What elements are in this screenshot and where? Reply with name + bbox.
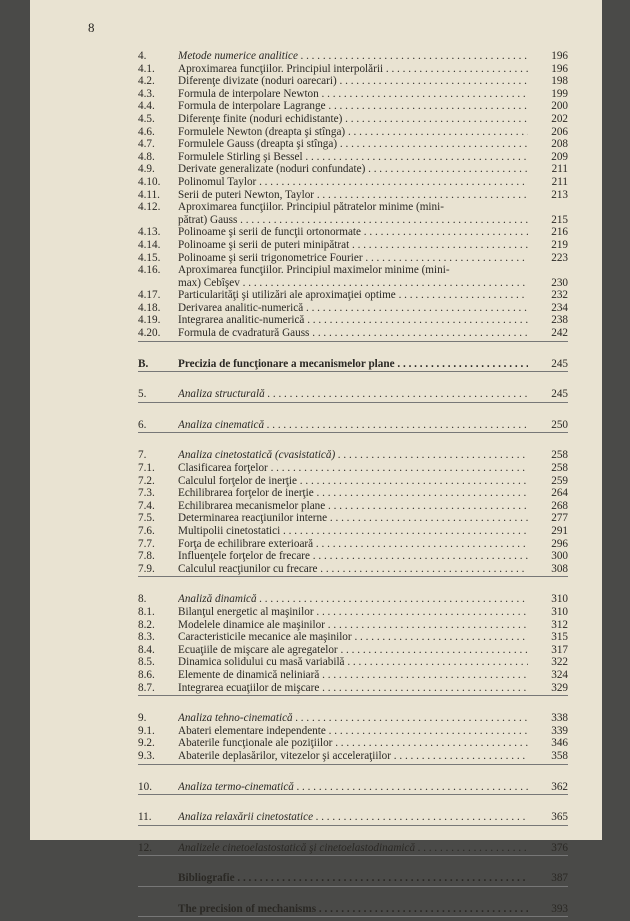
entry-number: 10. [138, 780, 152, 793]
entry-title: max) Cebîşev . . . [178, 277, 528, 290]
toc-entry [138, 264, 568, 277]
toc-entry [138, 176, 568, 189]
entry-title: Echilibrarea mecanismelor plane . . . [178, 500, 528, 513]
entry-title: Dinamica solidului cu masă variabilă . . . [178, 656, 528, 669]
entry-number: 4.7. [138, 138, 155, 151]
entry-page: 211 [551, 163, 568, 176]
entry-page: 232 [551, 289, 568, 302]
entry-page: 238 [551, 314, 568, 327]
section-rule [138, 886, 568, 887]
entry-number: 9.1. [138, 724, 155, 737]
toc-entry [138, 750, 568, 763]
entry-title: Metode numerice analitice . . . [178, 50, 528, 63]
entry-title: Formulele Gauss (dreapta şi stînga) . . . [178, 138, 528, 151]
entry-number: 4.12. [138, 201, 161, 214]
entry-title: Calculul reacţiunilor cu frecare . . . [178, 563, 528, 576]
entry-title: Calculul forţelor de inerţie . . . [178, 475, 528, 488]
entry-number: 8.5. [138, 656, 155, 669]
entry-number: 9. [138, 712, 147, 725]
entry-number: 8.2. [138, 618, 155, 631]
entry-page: 312 [551, 618, 568, 631]
toc-entry [138, 75, 568, 88]
section-rule [138, 916, 568, 917]
entry-title: Bilanţul energetic al maşinilor . . . [178, 606, 528, 619]
section-rule [138, 855, 568, 856]
toc-entry [138, 289, 568, 302]
toc-entry [138, 214, 568, 227]
entry-page: 230 [551, 276, 568, 289]
entry-number: 7.9. [138, 562, 155, 575]
entry-page: 393 [551, 902, 568, 915]
toc-entry [138, 525, 568, 538]
entry-page: 242 [551, 327, 568, 340]
entry-number: 4.3. [138, 87, 155, 100]
entry-page: 308 [551, 562, 568, 575]
entry-page: 315 [551, 631, 568, 644]
section-rule [138, 371, 568, 372]
entry-title: Derivate generalizate (noduri confundate) . . . [178, 163, 528, 176]
entry-title: Analiza cinematică . . . [178, 419, 528, 432]
entry-title: Forţa de echilibrare exterioară . . . [178, 538, 528, 551]
entry-title: Particularităţi şi utilizări ale aproximaţiei optime . . . [178, 289, 528, 302]
section-gap [138, 346, 568, 358]
entry-page: 365 [551, 811, 568, 824]
table-of-contents [138, 50, 568, 921]
entry-page: 387 [551, 872, 568, 885]
entry-page: 245 [551, 388, 568, 401]
section-rule [138, 764, 568, 765]
section-gap [138, 769, 568, 781]
entry-page: 324 [551, 668, 568, 681]
entry-number: 7.7. [138, 537, 155, 550]
entry-page: 339 [551, 724, 568, 737]
toc-entry [138, 163, 568, 176]
entry-title: Aproximarea funcţiilor. Principiul pătratelor minime (mini- [178, 201, 444, 214]
toc-entry [138, 100, 568, 113]
entry-title: Analiză dinamică . . . [178, 593, 528, 606]
entry-page: 216 [551, 226, 568, 239]
entry-number: 4.13. [138, 226, 161, 239]
entry-number: 6. [138, 418, 147, 431]
entry-title: Formulele Newton (dreapta şi stînga) . . . [178, 126, 528, 139]
toc-entry [138, 189, 568, 202]
toc-entry [138, 358, 568, 371]
entry-page: 200 [551, 100, 568, 113]
entry-title: Integrarea ecuaţiilor de mişcare . . . [178, 682, 528, 695]
toc-entry [138, 63, 568, 76]
entry-title: Analiza structurală . . . [178, 388, 528, 401]
entry-number: 5. [138, 388, 147, 401]
entry-number: 11. [138, 811, 152, 824]
toc-entry [138, 475, 568, 488]
toc-entry [138, 487, 568, 500]
toc-entry [138, 302, 568, 315]
toc-entry [138, 631, 568, 644]
entry-number: 8. [138, 593, 147, 606]
entry-number: 7.8. [138, 550, 155, 563]
toc-entry [138, 903, 568, 916]
toc-entry [138, 872, 568, 885]
entry-page: 215 [551, 213, 568, 226]
entry-number: 4.6. [138, 125, 155, 138]
entry-number: B. [138, 357, 149, 370]
entry-page: 322 [551, 656, 568, 669]
entry-page: 329 [551, 681, 568, 694]
entry-number: 4.20. [138, 327, 161, 340]
toc-entry [138, 314, 568, 327]
entry-number: 4.5. [138, 112, 155, 125]
entry-number: 4.16. [138, 264, 161, 277]
section-gap [138, 799, 568, 811]
entry-title: Analiza termo-cinematică . . . [178, 781, 528, 794]
entry-number: 4.9. [138, 163, 155, 176]
entry-number: 4. [138, 50, 147, 62]
section-gap [138, 407, 568, 419]
toc-entry [138, 619, 568, 632]
section-gap [138, 581, 568, 593]
entry-number: 9.3. [138, 749, 155, 762]
entry-number: 12. [138, 841, 152, 854]
entry-number: 8.3. [138, 631, 155, 644]
toc-entry [138, 239, 568, 252]
entry-title: Caracteristicile mecanice ale maşinilor . . . [178, 631, 528, 644]
section-gap [138, 860, 568, 872]
toc-entry [138, 151, 568, 164]
toc-entry [138, 126, 568, 139]
toc-entry [138, 550, 568, 563]
entry-title: Abateri elementare independente . . . [178, 725, 528, 738]
entry-page: 358 [551, 749, 568, 762]
toc-entry [138, 512, 568, 525]
entry-title: Abaterile funcţionale ale poziţiilor . . . [178, 737, 528, 750]
entry-page: 213 [551, 188, 568, 201]
entry-title: Polinoame şi serii de puteri minipătrat . . . [178, 239, 528, 252]
entry-title: Polinomul Taylor . . . [178, 176, 528, 189]
entry-page: 202 [551, 112, 568, 125]
entry-number: 8.6. [138, 668, 155, 681]
entry-title: Formula de interpolare Lagrange . . . [178, 100, 528, 113]
entry-page: 219 [551, 238, 568, 251]
entry-title: Diferenţe finite (noduri echidistante) . . . [178, 113, 528, 126]
entry-title: Integrarea analitic-numerică . . . [178, 314, 528, 327]
toc-entry [138, 656, 568, 669]
entry-title: Echilibrarea forţelor de inerţie . . . [178, 487, 528, 500]
entry-title: Influenţele forţelor de frecare . . . [178, 550, 528, 563]
toc-entry [138, 462, 568, 475]
section-rule [138, 794, 568, 795]
entry-number: 4.4. [138, 100, 155, 113]
toc-entry [138, 388, 568, 401]
toc-entry [138, 606, 568, 619]
entry-number: 4.8. [138, 150, 155, 163]
entry-number: 8.1. [138, 605, 155, 618]
entry-page: 208 [551, 138, 568, 151]
book-page [30, 0, 602, 915]
entry-page: 258 [551, 449, 568, 462]
section-rule [138, 825, 568, 826]
section-rule [138, 341, 568, 342]
entry-title: pătrat) Gauss . . . [178, 214, 528, 227]
section-gap [138, 891, 568, 903]
entry-page: 296 [551, 537, 568, 550]
entry-number: 7.6. [138, 525, 155, 537]
toc-entry [138, 201, 568, 214]
entry-title: Formula de cvadratură Gauss . . . [178, 327, 528, 340]
section-rule [138, 432, 568, 433]
entry-page: 196 [551, 62, 568, 75]
entry-page: 196 [551, 50, 568, 62]
entry-page: 310 [551, 605, 568, 618]
toc-entry [138, 252, 568, 265]
entry-title: Analiza relaxării cinetostatice . . . [178, 811, 528, 824]
entry-number: 4.15. [138, 251, 161, 264]
toc-entry [138, 88, 568, 101]
entry-page: 264 [551, 487, 568, 500]
toc-entry [138, 277, 568, 290]
entry-page: 209 [551, 150, 568, 163]
entry-page: 259 [551, 474, 568, 487]
entry-number: 8.4. [138, 643, 155, 656]
entry-page: 198 [551, 75, 568, 88]
entry-page: 300 [551, 550, 568, 563]
section-rule [138, 402, 568, 403]
entry-number: 4.14. [138, 238, 161, 251]
entry-title: Analiza tehno-cinematică . . . [178, 712, 528, 725]
toc-entry [138, 669, 568, 682]
entry-number: 9.2. [138, 737, 155, 750]
entry-title: Aproximarea funcţiilor. Principiul interpolării . . . [178, 63, 528, 76]
entry-title: Ecuaţiile de mişcare ale agregatelor . . . [178, 644, 528, 657]
entry-title: Polinoame şi serii de funcţii ortonormate . . . [178, 226, 528, 239]
section-gap [138, 376, 568, 388]
section-gap [138, 437, 568, 449]
entry-page: 245 [551, 357, 568, 370]
toc-entry [138, 449, 568, 462]
entry-title: Analiza cinetostatică (cvasistatică) . . . [178, 449, 528, 462]
entry-page: 250 [551, 418, 568, 431]
entry-number: 4.11. [138, 188, 160, 201]
entry-page: 291 [551, 525, 568, 537]
entry-title: Bibliografie . . . [178, 872, 528, 885]
entry-number: 7.5. [138, 512, 155, 525]
entry-page: 338 [551, 712, 568, 725]
toc-entry [138, 781, 568, 794]
entry-title: Diferenţe divizate (noduri oarecari) . . . [178, 75, 528, 88]
toc-entry [138, 500, 568, 513]
toc-entry [138, 682, 568, 695]
entry-number: 4.18. [138, 301, 161, 314]
page-number: 8 [88, 20, 95, 35]
toc-entry [138, 811, 568, 824]
entry-title: Serii de puteri Newton, Taylor . . . [178, 189, 528, 202]
entry-number: 7. [138, 449, 147, 462]
entry-number: 4.19. [138, 314, 161, 327]
entry-page: 211 [551, 175, 568, 188]
entry-number: 4.17. [138, 289, 161, 302]
toc-entry [138, 138, 568, 151]
entry-title: Clasificarea forţelor . . . [178, 462, 528, 475]
entry-title: Derivarea analitic-numerică . . . [178, 302, 528, 315]
toc-entry [138, 593, 568, 606]
entry-title: Modelele dinamice ale maşinilor . . . [178, 619, 528, 632]
entry-title: Elemente de dinamică neliniară . . . [178, 669, 528, 682]
entry-page: 310 [551, 593, 568, 606]
toc-entry [138, 644, 568, 657]
entry-page: 199 [551, 87, 568, 100]
entry-title: Aproximarea funcţiilor. Principiul maximelor minime (mini- [178, 264, 450, 277]
entry-title: Determinarea reacţiunilor interne . . . [178, 512, 528, 525]
section-rule [138, 576, 568, 577]
toc-entry [138, 538, 568, 551]
entry-number: 4.10. [138, 175, 161, 188]
toc-entry [138, 226, 568, 239]
entry-number: 7.3. [138, 487, 155, 500]
toc-entry [138, 737, 568, 750]
entry-number: 4.1. [138, 62, 155, 75]
entry-page: 362 [551, 780, 568, 793]
entry-page: 317 [551, 643, 568, 656]
entry-number: 4.2. [138, 75, 155, 88]
entry-title: Multipolii cinetostatici . . . [178, 525, 528, 538]
entry-title: The precision of mechanisms . . . [178, 903, 528, 916]
section-rule [138, 695, 568, 696]
toc-entry [138, 712, 568, 725]
entry-page: 234 [551, 301, 568, 314]
entry-number: 8.7. [138, 681, 155, 694]
entry-number: 7.1. [138, 462, 155, 475]
entry-page: 346 [551, 737, 568, 750]
toc-entry [138, 419, 568, 432]
entry-number: 7.2. [138, 474, 155, 487]
entry-title: Precizia de funcţionare a mecanismelor plane . . . [178, 358, 528, 371]
section-gap [138, 700, 568, 712]
entry-title: Abaterile deplasărilor, vitezelor şi acceleraţiilor . . . [178, 750, 528, 763]
entry-title: Formula de interpolare Newton . . . [178, 88, 528, 101]
toc-entry [138, 842, 568, 855]
toc-entry [138, 50, 568, 63]
toc-entry [138, 563, 568, 576]
toc-entry [138, 327, 568, 340]
entry-page: 277 [551, 512, 568, 525]
entry-page: 206 [551, 125, 568, 138]
entry-title: Formulele Stirling şi Bessel . . . [178, 151, 528, 164]
entry-title: Polinoame şi serii trigonometrice Fourier . . . [178, 252, 528, 265]
entry-page: 376 [551, 841, 568, 854]
entry-page: 258 [551, 462, 568, 475]
entry-number: 7.4. [138, 499, 155, 512]
toc-entry [138, 113, 568, 126]
toc-entry [138, 725, 568, 738]
entry-page: 223 [551, 251, 568, 264]
entry-page: 268 [551, 499, 568, 512]
entry-title: Analizele cinetoelastostatică şi cinetoelastodinamică . . . [178, 842, 528, 855]
